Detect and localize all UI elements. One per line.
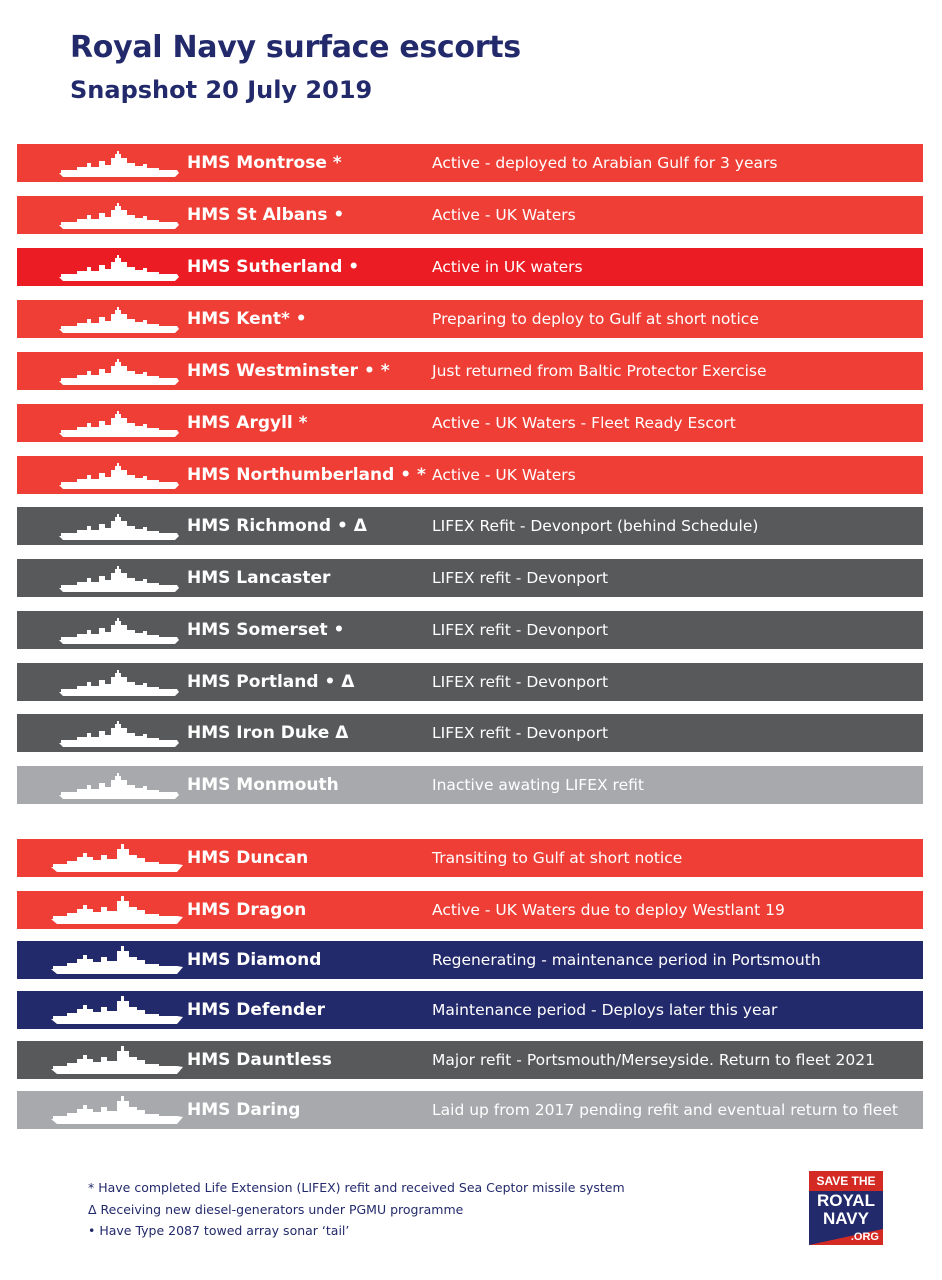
ship-status: LIFEX refit - Devonport [432,724,609,742]
ship-name: HMS Somerset • [187,620,345,640]
ship-name: HMS Westminster • * [187,361,390,381]
logo-navy: NAVY [823,1209,869,1228]
ship-row-hms-richmond [17,507,923,545]
ship-row-hms-westminster [17,352,923,390]
ship-status: Active - UK Waters [432,206,576,224]
logo-save-the: SAVE THE [809,1171,883,1191]
ship-status: LIFEX refit - Devonport [432,673,609,691]
ship-status: Active in UK waters [432,258,583,276]
ship-row-hms-dauntless [17,1041,923,1079]
destroyer-icon [47,843,187,873]
ship-row-hms-dragon [17,891,923,929]
ship-row-hms-st-albans [17,196,923,234]
frigate-icon [47,615,187,645]
destroyer-icon [47,1095,187,1125]
save-the-royal-navy-logo[interactable] [809,1171,883,1245]
ship-name: HMS Iron Duke Δ [187,723,349,743]
frigate-icon [47,460,187,490]
ship-row-hms-argyll [17,404,923,442]
footnote-sonar: • Have Type 2087 towed array sonar ‘tail’ [88,1223,350,1238]
ship-status: Preparing to deploy to Gulf at short notice [432,310,759,328]
ship-row-hms-lancaster [17,559,923,597]
ship-name: HMS Argyll * [187,413,308,433]
frigate-icon [47,304,187,334]
frigate-icon [47,200,187,230]
ship-status: Regenerating - maintenance period in Portsmouth [432,951,821,969]
ship-row-hms-diamond [17,941,923,979]
footnote-diesel: Δ Receiving new diesel-generators under PGMU programme [88,1201,464,1217]
ship-row-hms-portland [17,663,923,701]
destroyer-icon [47,895,187,925]
frigate-icon [47,770,187,800]
ship-row-hms-montrose [17,144,923,182]
ship-name: HMS Sutherland • [187,257,360,277]
footnotes [88,1177,788,1242]
destroyer-icon [47,945,187,975]
footnote-lifex: * Have completed Life Extension (LIFEX) refit and received Sea Ceptor missile system [88,1180,625,1195]
ship-status: Active - deployed to Arabian Gulf for 3 years [432,154,778,172]
ship-name: HMS Monmouth [187,775,339,795]
frigate-icon [47,718,187,748]
ship-name: HMS Daring [187,1100,301,1120]
destroyer-icon [47,995,187,1025]
ship-name: HMS Defender [187,1000,326,1020]
ship-row-hms-somerset [17,611,923,649]
ship-status: Transiting to Gulf at short notice [432,849,683,867]
ship-row-hms-iron-duke [17,714,923,752]
ship-row-hms-monmouth [17,766,923,804]
ship-status: Just returned from Baltic Protector Exercise [432,362,767,380]
ship-status: LIFEX refit - Devonport [432,621,609,639]
ship-name: HMS Richmond • Δ [187,516,367,536]
page-subtitle: Snapshot 20 July 2019 [70,76,373,104]
ship-status: LIFEX Refit - Devonport (behind Schedule) [432,517,759,535]
ship-name: HMS Duncan [187,848,309,868]
ship-name: HMS Northumberland • * [187,465,426,485]
ship-name: HMS Diamond [187,950,322,970]
ship-status: LIFEX refit - Devonport [432,569,609,587]
ship-row-hms-duncan [17,839,923,877]
destroyer-icon [47,1045,187,1075]
ship-name: HMS Dauntless [187,1050,332,1070]
logo-royal: ROYAL [817,1191,875,1210]
frigate-icon [47,511,187,541]
ship-status: Active - UK Waters due to deploy Westlant 19 [432,901,785,919]
frigate-icon [47,356,187,386]
ship-name: HMS Montrose * [187,153,342,173]
ship-status: Maintenance period - Deploys later this year [432,1001,778,1019]
ship-name: HMS Portland • Δ [187,672,355,692]
ship-name: HMS Dragon [187,900,307,920]
ship-name: HMS St Albans • [187,205,345,225]
page-title: Royal Navy surface escorts [70,30,521,65]
frigate-icon [47,408,187,438]
ship-row-hms-kent [17,300,923,338]
ship-status: Active - UK Waters - Fleet Ready Escort [432,414,736,432]
ship-name: HMS Lancaster [187,568,331,588]
ship-row-hms-daring [17,1091,923,1129]
frigate-icon [47,148,187,178]
ship-status: Inactive awating LIFEX refit [432,776,644,794]
ship-status: Laid up from 2017 pending refit and eventual return to fleet [432,1101,898,1119]
ship-row-hms-defender [17,991,923,1029]
frigate-icon [47,667,187,697]
frigate-icon [47,563,187,593]
ship-status: Active - UK Waters [432,466,576,484]
ship-row-hms-sutherland [17,248,923,286]
frigate-icon [47,252,187,282]
logo-org: .ORG [850,1231,879,1243]
ship-status: Major refit - Portsmouth/Merseyside. Return to fleet 2021 [432,1051,875,1069]
ship-name: HMS Kent* • [187,309,307,329]
ship-row-hms-northumberland [17,456,923,494]
